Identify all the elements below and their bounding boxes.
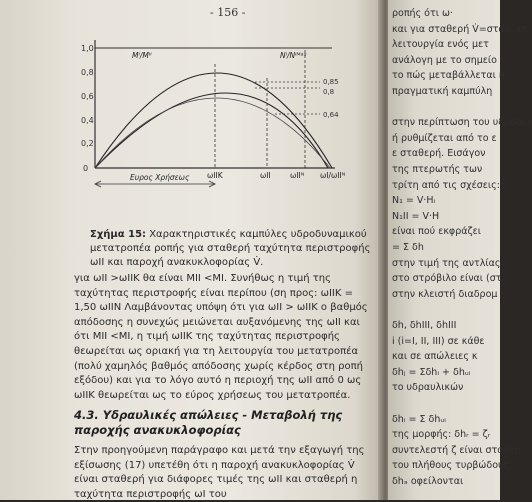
right-page-line: της πτερωτής των [392, 164, 483, 175]
right-page-line: και για σταθερή V̇=σταθ. επ [392, 23, 528, 35]
characteristic-curves-figure [80, 28, 370, 193]
right-page-line: πραγματική καμπύλη [392, 86, 493, 97]
right-page-line: δh, δhIII, δhIII [392, 320, 457, 331]
right-page-line: το πώς μεταβάλλεται η [392, 70, 505, 82]
y-tick-0: 0 [83, 164, 89, 173]
x-label-ratio: ωI/ωIIᴺ [320, 171, 346, 180]
right-page-line: N₁ = V·Hᵢ [392, 195, 436, 207]
efficiency-curve [95, 98, 330, 168]
right-page [388, 0, 532, 500]
x-label-iik: ωIIK [207, 171, 223, 180]
y-tick-1: 1,0 [81, 44, 94, 53]
label-torque-ratio: Mᴵ/Mᴵᴵ [132, 51, 152, 60]
right-page-line: συντελεστή ζ είναι σταθερ [392, 444, 521, 456]
right-page-line: i (i=I, II, III) σε κάθε [392, 335, 485, 347]
y-tick-04: 0,4 [81, 116, 94, 125]
right-page-line: δhⱼ = Σδhᵢ + δhᵤᵢ [392, 366, 471, 378]
right-page-line: στην περίπτωση του υδροδυν [392, 117, 532, 129]
right-page-line: στην τιμή της αντλίας [392, 257, 501, 269]
caption-text: Χαρακτηριστικές καμπύλες υδροδυναμικού μετατροπέα ροπής για σταθερή ταχύτητα περιστροφής ωII και παροχή ανακυκλοφορίας V̇. [90, 229, 371, 268]
paragraph-1: για ωII >ωIIK θα είναι MII <MI. Συνήθως η τιμή της ταχύτητας περιστροφής είναι περίπου (ση προς: ωIIK = 1,50 ωIIN Λαμβάνοντας υπόψη ότι για ωII > ωIIK ο βαθμός απόδοσης η συνεχώς μειώνεται αυξανόμενης της ωII και ότι MII <MI, η τιμή ωIIK της ταχύτητας περιστροφής θεωρείται ως οριακή για τη λειτουργία του μετατροπέα (πολύ χαμηλός βαθμός απόδοσης χωρίς κέρδος στη ροπή εξόδου) και για το λόγο αυτό η περιοχή της ωII από 0 ως ωIIK θεωρείται ως το εύρος χρήσεως του μετατροπέα. [74, 273, 368, 401]
label-power-ratio: Nᴵ/Nᴵᴹᵃˣ [280, 51, 307, 60]
right-page-line: ανάλογη με το σημείο [392, 54, 497, 66]
torque-ratio-curve [95, 73, 335, 168]
right-page-line: στην κλειστή διαδρομ [392, 288, 498, 300]
caption-label: Σχήμα 15: [90, 229, 147, 240]
right-page-line: = Σ δh [392, 242, 424, 253]
page-number: - 156 - [210, 6, 246, 19]
right-page-line: δhₔ οφείλονται [392, 476, 464, 487]
value-08: 0,8 [323, 88, 335, 96]
right-page-line: δhᵢ = Σ δhᵤᵢ [392, 413, 446, 425]
paragraph-2: Στην προηγούμενη παράγραφο και μετά την εξαγωγή της εξίσωσης (17) υπετέθη ότι η παροχή ανακυκλοφορίας V̇ είναι σταθερή για διάφορες τιμές της ωII και σταθερή η ταχύτητα περιστροφής ωI του [74, 445, 365, 500]
right-page-line: της μορφής: δhᵣ = ζᵣ [392, 429, 491, 441]
y-tick-06: 0,6 [81, 92, 94, 101]
range-label: Ευρος Χρήσεως [130, 173, 190, 182]
right-page-line: το υδραυλικών [392, 382, 464, 394]
right-page-line: είναι πού εκφράζει [392, 226, 482, 238]
x-label-iin: ωIIᴺ [290, 171, 305, 180]
figure-caption [90, 228, 375, 270]
right-page-line: τρίτη από τις σχέσεις: [392, 179, 500, 191]
y-tick-08: 0,8 [81, 68, 94, 77]
right-page-line: του πλήθους τυρβώδους [392, 460, 510, 472]
value-064: 0,64 [323, 111, 339, 119]
right-page-line: ε σταθερή. Εισάγον [392, 148, 486, 160]
right-page-line: ροπής ότι ω· [392, 8, 453, 19]
section-heading: 4.3. Υδραυλικές απώλειες - Μεταβολή της παροχής ανακυκλοφορίας [74, 408, 343, 437]
right-page-line: N₁II = V·H [392, 210, 440, 222]
right-page-line: ή ρυθμίζεται από το ε [392, 132, 497, 144]
right-page-line: λειτουργία ενός μετ [392, 39, 489, 51]
x-label-ii: ωII [260, 171, 271, 180]
right-page-line: στο στρόβιλο είναι (στ [392, 273, 502, 285]
power-ratio-curve [95, 93, 328, 168]
right-page-line: και σε απώλειες κ [392, 351, 478, 363]
value-085: 0,85 [323, 78, 339, 86]
y-tick-02: 0,2 [81, 139, 94, 148]
